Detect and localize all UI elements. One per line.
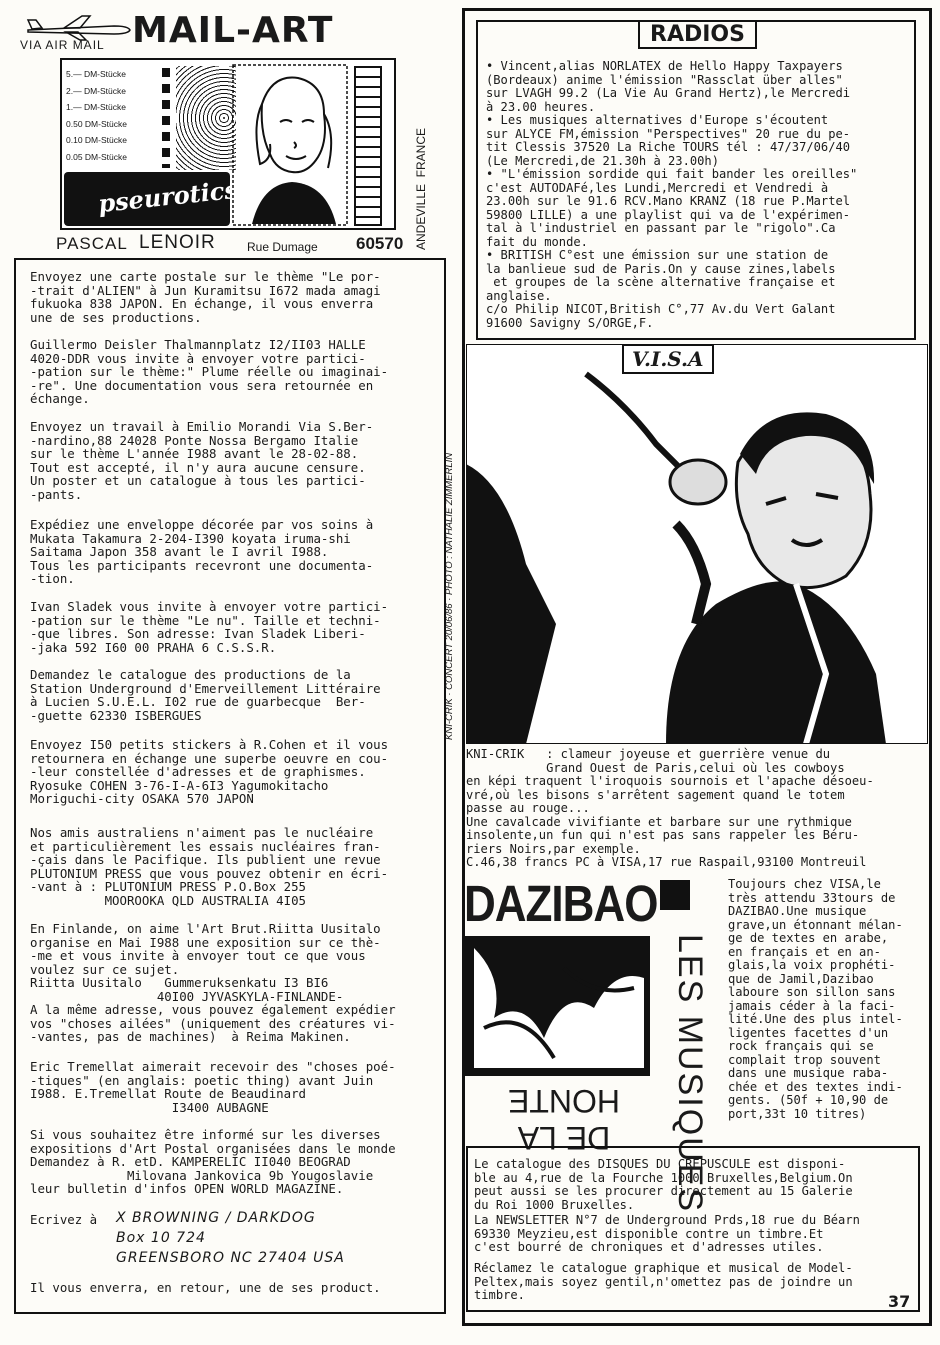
kni-crik-text: KNI-CRIK : clameur joyeuse et guerrière venue du Grand Ouest de Paris,celui où les cowboys en képi traquent l'iroquois sournois et l'apache désoeu- vré,où les bisons s'arrêtent sagement quand le totem passe au rouge... Une cavalcade vivifiante et barbare sur une rythmique insolente,un fun qui n'est pas sans rappeler les Béru- riers Noirs,par exemple. C.46,38 francs PC à VISA,17 rue Raspail,93100 Montreuil: [466, 747, 874, 869]
stamp-brand: pseurotics: [96, 174, 240, 219]
stamp-portrait: [232, 64, 348, 226]
mailart-listings: [14, 258, 446, 1314]
stamp-value: 0.50 DM-Stücke: [66, 118, 127, 129]
dazibao-subtitle-bottom: DE LA HONTE: [508, 1083, 620, 1156]
stamp-value: 5.— DM-Stücke: [66, 69, 126, 79]
stamp-pattern: [176, 66, 236, 170]
bar-marks: [162, 68, 170, 168]
dazibao-text: Toujours chez VISA,le très attendu 33tours de DAZIBAO.Une musique grave,un étonnant mélan- ge de textes en arabe, en français et en an- glais,la voix prophéti- que de Jamil,Dazibao laboure son sillon sans jamais céder à la faci- lité.Une des plus intel- ligentes facettes d'un rock français qui se complait trop souvent dans une musique raba- chée et des textes indi- gents. (50f + 10,90 de port,33t 10 titres): [728, 877, 903, 1121]
listing-paragraph: Envoyez une carte postale sur le thème "Le por- -trait d'ALIEN" à Jun Kuramitsu I672 mada amagi fukuoka 838 JAPON. En échange, il vous enverra une de ses productions.: [30, 269, 381, 325]
listing-paragraph: Guillermo Deisler Thalmannplatz I2/II03 HALLE 4020-DDR vous invite à envoyer votre partici- -pation sur le thème:" Plume réelle ou imaginai- -re". Une documentation vous sera retournée en échange.: [30, 337, 389, 406]
postal-code: 60570: [356, 234, 404, 253]
stamp-frame: [60, 58, 396, 230]
visa-label: V.I.S.A: [622, 344, 714, 374]
via-air-mail: VIA AIR MAIL: [20, 38, 105, 52]
ecrivez-label: Ecrivez à: [30, 1212, 98, 1227]
catalogue-box: [466, 1146, 920, 1312]
page-number: 37: [888, 1292, 911, 1311]
radios-title: RADIOS: [638, 20, 757, 49]
concert-photo: [466, 344, 928, 744]
stamp-scale: [354, 66, 382, 226]
handwritten-address-line: Box 10 724: [116, 1230, 206, 1246]
radios-box: [476, 20, 916, 340]
catalogue-paragraph: Le catalogue des DISQUES DU CREPUSCULE est disponi- ble au 4,rue de la Fourche 1000 Bruxelles,Belgium.On peut aussi se les procurer directement au 15 Galerie du Roi 1000 Bruxelles.: [474, 1157, 853, 1212]
listing-paragraph: Ivan Sladek vous invite à envoyer votre partici- -pation sur le thème "Le nu". Taille et techni- -que libres. Son adresse: Ivan Sladek Liberi- -jaka 592 I60 00 PRAHA 6 C.S.S.R.: [30, 599, 389, 655]
listing-paragraph: Envoyez un travail à Emilio Morandi Via S.Ber- -nardino,88 24028 Ponte Nossa Bergamo Italie sur le thème L'année I988 avant le 28-02-88. Tout est accepté, il n'y aura aucune censure. Un poster et un catalogue à tous les partici- -pants.: [30, 419, 374, 502]
dazibao-subtitle-vertical: LES MUSIQUES: [671, 934, 709, 1214]
listing-paragraph: Expédiez une enveloppe décorée par vos soins à Mukata Takamura 2-204-I390 koyata iruma-shi Saitama Japon 358 avant le I avril I988. Tous les participants recevront une documenta- -tion.: [30, 517, 374, 586]
name-first: PASCAL: [56, 234, 128, 253]
france-label: FRANCE: [414, 128, 428, 178]
address-street: Rue Dumage: [247, 240, 318, 254]
dazibao-title: DAZIBAO: [464, 876, 658, 933]
photo-credit: KNI-CRIK · CONCERT 20/06/86 · PHOTO : NATHALIE ZIMMERLIN: [444, 452, 455, 740]
listing-paragraph: En Finlande, on aime l'Art Brut.Riitta Uusitalo organise en Mai I988 une exposition sur ce thè- -me et vous invite à envoyer tout ce que vous voulez sur ce sujet. Riitta Uusitalo Gummeruksenkatu I3 BI6 40I00 JYVASKYLA-FINLANDE- A la même adresse, vous pouvez également expédier vos "choses ailées" (uniquement des créatures vi- -vantes, pas de machines) à Reima Makinen.: [30, 921, 396, 1044]
listing-paragraph: Eric Tremellat aimerait recevoir des "choses poé- -tiques" (en anglais: poetic thing) avant Juin I988. E.Tremellat Route de Beaudinard I3400 AUBAGNE: [30, 1059, 396, 1115]
model-peltex-paragraph: Réclamez le catalogue graphique et musical de Model- Peltex,mais soyez gentil,n'omettez pas de joindre un timbre.: [474, 1261, 853, 1302]
stamp-value: 0.10 DM-Stücke: [66, 135, 127, 145]
radios-text: • Vincent,alias NORLATEX de Hello Happy Taxpayers (Bordeaux) anime l'émission "Rassclat über alles" sur LVAGH 99.2 (La Vie Au Grand Hertz),le Mercredi à 23.00 heures. • Les musiques alternatives d'Europe s'écoutent sur ALYCE FM,émission "Perspectives" 20 rue du pe- tit Clessis 37520 La Riche TOURS tél : 47/37/06/40 (Le Mercredi,de 21.30h à 23.00h) • "L'émission sordide qui fait bander les oreilles" c'est AUTODAFé,les Lundi,Mercredi et Vendredi à 23.00h sur le 91.6 RCV.Mano KRANZ (18 rue P.Martel 59800 LILLE) a une playlist qui va de l'expérimen- tal à l'industriel en passant par le "rigolo".Ca fait du monde. • BRITISH C°est une émission sur une station de la banlieue sud de Paris.On y cause zines,labels et groupes de la scène alternative française et anglaise. c/o Philip NICOT,British C°,77 Av.du Vert Galant 91600 Savigny S/ORGE,F.: [486, 59, 858, 330]
listing-paragraph: Demandez le catalogue des productions de la Station Underground d'Emerveillement Littéraire à Lucien S.U.E.L. I02 rue de guarbecque Ber- -guette 62330 ISBERGUES: [30, 667, 381, 723]
stamp-values: [66, 66, 174, 165]
stamp-value: 2.— DM-Stücke: [66, 85, 126, 96]
stamp-brand-banner: [64, 172, 240, 226]
newsletter-paragraph: La NEWSLETTER N°7 de Underground Prds,18 rue du Béarn 69330 Meyzieu,est disponible contre un timbre.Et c'est bourré de chroniques et d'adresses utiles.: [474, 1213, 860, 1254]
page-title: MAIL-ART: [132, 10, 334, 51]
andeville-label: ANDEVILLE: [414, 183, 428, 250]
listing-paragraph: Nos amis australiens n'aiment pas le nucléaire et particulièrement les essais nucléaires fran- -çais dans le Pacifique. Ils publient une revue PLUTONIUM PRESS que vous pouvez obtenir en écri- -vant à : PLUTONIUM PRESS P.O.Box 255 MOOROOKA QLD AUSTRALIA 4I05: [30, 825, 389, 908]
closing-text: Il vous enverra, en retour, une de ses product.: [30, 1280, 381, 1295]
handwritten-address-line: X BROWNING / DARKDOG: [116, 1210, 316, 1226]
handwritten-address-line: GREENSBORO NC 27404 USA: [116, 1250, 345, 1266]
stamp-value: 1.— DM-Stücke: [66, 102, 126, 112]
listing-paragraph: Si vous souhaitez être informé sur les diverses expositions d'Art Postal organisées dans le monde Demandez à R. etD. KAMPERELIC II040 BEOGRAD Milovana Jankovica 9b Yougoslavie leur bulletin d'infos OPEN WORLD MAGAZINE.: [30, 1127, 396, 1196]
stamp-value: 0.05 DM-Stücke: [66, 151, 127, 162]
name-last: LENOIR: [139, 232, 216, 253]
listing-paragraph: Envoyez I50 petits stickers à R.Cohen et il vous retournera en échange une superbe oeuvre en cou- -leur constellée d'adresses et de graphismes. Ryosuke COHEN 3-76-I-A-6I3 Yagumokitacho Moriguchi-city OSAKA 570 JAPON: [30, 737, 389, 806]
mailart-header: [14, 8, 446, 258]
